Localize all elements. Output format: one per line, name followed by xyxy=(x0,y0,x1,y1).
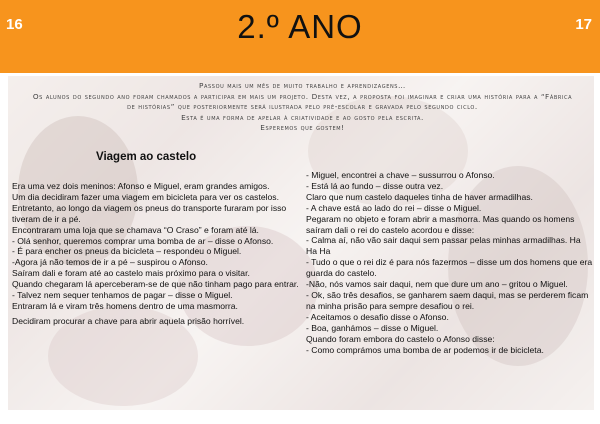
story-paragraph: - Tudo o que o rei diz é para nós fazermos – disse um dos homens que era guarda do castelo. xyxy=(306,257,593,279)
story-paragraph: - Está lá ao fundo – disse outra vez. xyxy=(306,180,444,191)
intro-line: Os alunos do segundo ano foram chamados a participar em mais um projeto. Desta vez, a proposta foi imaginar e criar uma história para a “Fábrica de histórias” que posteriormente será ilustrada pelo pré-escolar e gravada pelo segundo ciclo. xyxy=(32,91,573,111)
story-paragraph: - Boa, ganhámos – disse o Miguel. xyxy=(306,322,439,333)
intro-line: Passou mais um mês de muito trabalho e aprendizagens… xyxy=(199,81,406,90)
story-paragraph: - Olá senhor, queremos comprar uma bomba de ar – disse o Afonso. xyxy=(12,235,274,246)
story-column-right xyxy=(306,170,593,355)
story-paragraph: Pegaram no objeto e foram abrir a masmorra. Mas quando os homens saíram dali o rei do castelo acordou e disse: xyxy=(306,213,575,235)
page-number-left: 16 xyxy=(6,16,23,33)
story-paragraph: Claro que num castelo daqueles tinha de haver armadilhas. xyxy=(306,191,533,202)
story-title: Viagem ao castelo xyxy=(96,151,197,163)
story-column-left xyxy=(12,181,304,327)
story-paragraph: - Aceitamos o desafio disse o Afonso. xyxy=(306,311,449,322)
story-paragraph: - A chave está ao lado do rei – disse o Miguel. xyxy=(306,202,482,213)
page-number-right: 17 xyxy=(575,16,592,33)
story-paragraph: - Calma aí, não vão sair daqui sem passar pelas minhas armadilhas. Ha Ha Ha xyxy=(306,235,581,257)
page-title: 2.º ANO xyxy=(237,8,363,45)
story-paragraph: Saíram dali e foram até ao castelo mais próximo para o visitar. xyxy=(12,268,250,279)
intro-text xyxy=(30,81,575,134)
intro-line: Esperemos que gostem! xyxy=(260,123,345,132)
story-paragraph: Quando foram embora do castelo o Afonso disse: xyxy=(306,333,495,344)
story-paragraph: Quando chegaram lá aperceberam-se de que não tinham pago para entrar. xyxy=(12,279,299,290)
story-paragraph: Um dia decidiram fazer uma viagem em bicicleta para ver os castelos. xyxy=(12,191,279,202)
story-paragraph: - Ok, são três desafios, se ganharem saem daqui, mas se perderem ficam na minha prisão para sempre desafiou o rei. xyxy=(306,289,589,311)
story-paragraph: Decidiram procurar a chave para abrir aquela prisão horrível. xyxy=(12,315,245,326)
story-paragraph: Era uma vez dois meninos: Afonso e Miguel, eram grandes amigos. xyxy=(12,181,270,191)
story-paragraph: Encontraram uma loja que se chamava “O Craso” e foram até lá. xyxy=(12,224,259,235)
page-header xyxy=(0,0,600,73)
intro-line: Esta é uma forma de apelar à criatividade e ao gosto pela escrita. xyxy=(181,112,424,122)
story-paragraph: - Como comprámos uma bomba de ar podemos ir de bicicleta. xyxy=(306,344,544,355)
story-paragraph: - Miguel, encontrei a chave – sussurrou o Afonso. xyxy=(306,170,495,180)
story-paragraph: Entretanto, ao longo da viagem os pneus do transporte furaram por isso tiveram de ir a pé. xyxy=(12,202,287,224)
story-paragraph: -Não, nós vamos sair daqui, nem que dure um ano – gritou o Miguel. xyxy=(306,279,568,290)
story-paragraph: Entraram lá e viram três homens dentro de uma masmorra. xyxy=(12,300,238,311)
story-paragraph: - Talvez nem sequer tenhamos de pagar – disse o Miguel. xyxy=(12,290,233,301)
story-paragraph: - É para encher os pneus da bicicleta – respondeu o Miguel. xyxy=(12,246,242,257)
story-paragraph: -Agora já não temos de ir a pé – suspirou o Afonso. xyxy=(12,257,208,268)
